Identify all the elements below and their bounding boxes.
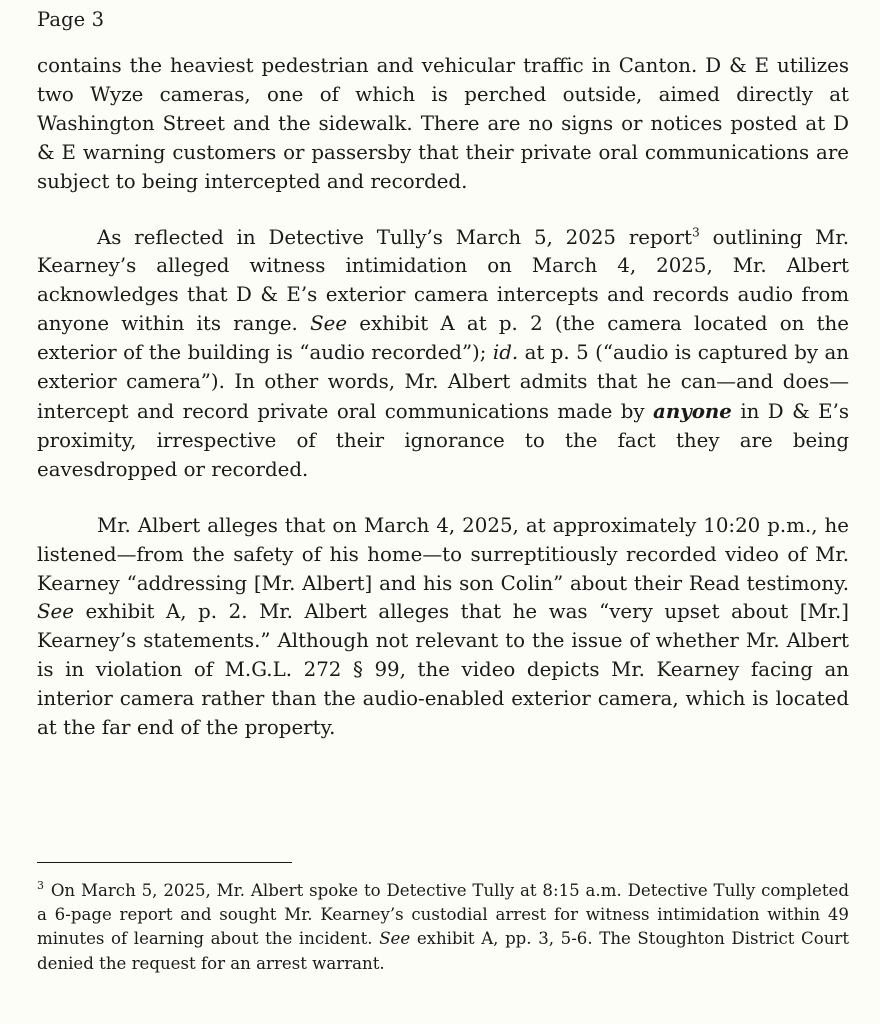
paragraph-3-segment-2: exhibit A, p. 2. Mr. Albert alleges that he was “very upset about [Mr.] Kearney’s statements.” Although not relevant to the issue of whether Mr. Albert is in violation of M.G.L. 272 § 99, the video depicts Mr. Kearney facing an interior camera rather than the audio-enabled exterior camera, which is located at the far end of the property.	[37, 600, 849, 740]
paragraph-2-segment-3: exhibit A at p. 2 (the camera located on the exterior of the building is “audio recorded”);	[37, 312, 849, 365]
paragraph-2-segment-4: at p. 5 (“audio is captured by an exterior camera”). In other words, Mr. Albert admits that he can—and does—intercept and record private oral communications made by	[37, 341, 849, 423]
citation-signal-id: id.	[492, 341, 519, 365]
page-number-header: Page 3	[37, 8, 105, 31]
paragraph-continuation	[37, 52, 849, 197]
paragraph-3-segment-1: Mr. Albert alleges that on March 4, 2025, at approximately 10:20 p.m., he listened—from the safety of his home—to surreptitiously recorded video of Mr. Kearney “addressing [Mr. Albert] and his son Colin” about their Read testimony.	[37, 513, 849, 595]
footnote-segment-1: On March 5, 2025, Mr. Albert spoke to Detective Tully at 8:15 a.m. Detective Tully completed a 6-page report and sought Mr. Kearney’s custodial arrest for witness intimidation within 49 minutes of learning about the incident.	[37, 881, 849, 949]
paragraph-2-segment-2: outlining Mr. Kearney’s alleged witness intimidation on March 4, 2025, Mr. Albert acknowledges that D & E’s exterior camera intercepts and records audio from anyone within its range.	[37, 225, 849, 336]
footnote-section	[37, 862, 849, 976]
paragraph-3	[37, 512, 849, 743]
footnote-3	[37, 879, 849, 976]
document-body	[37, 52, 849, 743]
paragraph-2	[37, 224, 849, 485]
citation-signal-see: See	[310, 312, 348, 336]
paragraph-2-segment-5: in D & E’s proximity, irrespective of their ignorance to the fact they are being eavesdropped or recorded.	[37, 399, 850, 481]
footnote-segment-2: exhibit A, pp. 3, 5-6. The Stoughton District Court denied the request for an arrest warrant.	[37, 929, 849, 973]
footnote-separator-rule	[37, 862, 292, 863]
emphasis-anyone: anyone	[653, 398, 732, 423]
footnote-reference-marker[interactable]: 3	[691, 224, 700, 239]
footnote-number: 3	[37, 879, 44, 893]
citation-signal-see-2: See	[37, 600, 74, 624]
paragraph-2-segment-1: As reflected in Detective Tully’s March 5, 2025 report	[97, 225, 692, 249]
footnote-citation-signal-see: See	[379, 929, 411, 949]
paragraph-1-text: contains the heaviest pedestrian and vehicular traffic in Canton. D & E utilizes two Wyze cameras, one of which is perched outside, aimed directly at Washington Street and the sidewalk. There are no signs or notices posted at D & E warning customers or passersby that their private oral communications are subject to being intercepted and recorded.	[37, 54, 849, 193]
